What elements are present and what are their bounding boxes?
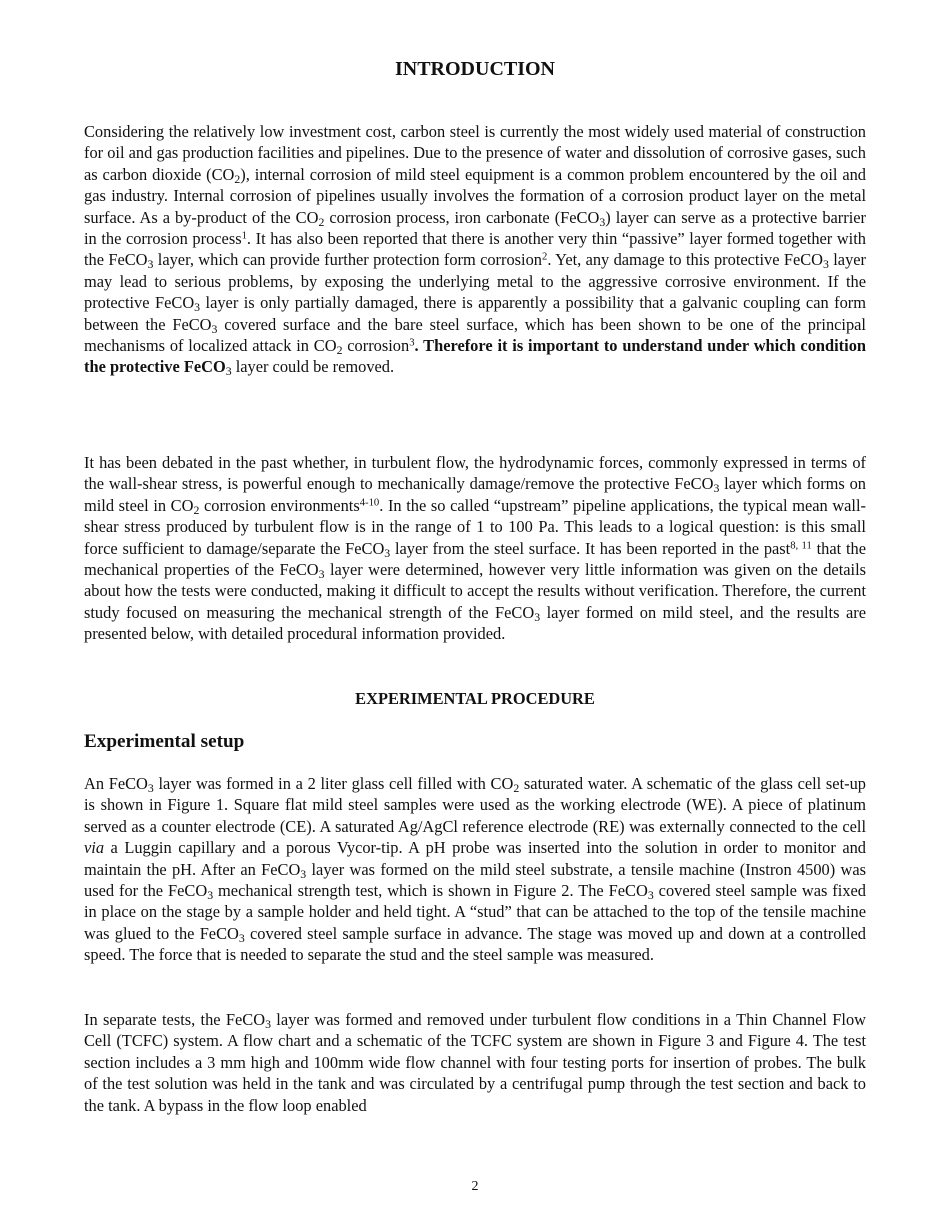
page-title: INTRODUCTION xyxy=(394,58,556,80)
intro-paragraph-1: Considering the relatively low investment cost, carbon steel is currently the most widely used material of construction for oil and gas production facilities and pipelines. Due to the presence of water and dissolution of corrosive gases, such as carbon dioxide $(CO_2)$, internal corrosion of mild steel equipment is a common problem encountered by the oil and gas industry. Internal corrosion of pipelines usually involves the formation of a corrosion product layer on the metal surface. As a by-product of the $CO_2$ corrosion process, iron carbonate (FeCO$_3$) layer can serve as a protective barrier in the corrosion process$^1$. It has also been reported that there is another very thin “passive” layer formed together with the FeCO$_3$ layer, which can provide further protection form corrosion$^2$. Yet, any damage to this protective FeCO$_3$ layer may lead to serious problems, by exposing the underlying metal to the aggressive corrosive environment. If the protective FeCO$_3$ layer is only partially damaged, there is apparently a possibility that a galvanic coupling can form between the FeCO$_3$ covered surface and the bare steel surface, which has been shown to be one of the principal mechanisms of localized attack in $CO_2$ corrosion$^3$. Therefore it is important to understand under which condition the protective FeCO$_3$ layer could be removed. xyxy=(84,122,867,379)
section-heading-experimental-procedure: EXPERIMENTAL PROCEDURE xyxy=(355,689,595,708)
intro-paragraph-2: It has been debated in the past whether, in turbulent flow, the hydrodynamic forces, commonly expressed in terms of the wall-shear stress, is powerful enough to mechanically damage/remove the protective FeCO$_3$ layer which forms on mild steel in $CO_2$ corrosion environments$^{4-10}$. In the so called “upstream” pipeline applications, the typical mean wall-shear stress produced by turbulent flow is in the range of 1 to 100 Pa. This leads to a logical question: is this small force sufficient to damage/separate the FeCO$_3$ layer from the steel surface. It has been reported in the past$^{8, 11}$ that the mechanical properties of the FeCO$_3$ layer were determined, however very little information was given on the details about how the tests were conducted, making it difficult to accept the results without verification. Therefore, the current study focused on measuring the mechanical strength of the FeCO$_3$ layer formed on mild steel, and the results are presented below, with detailed procedural information provided. xyxy=(84,453,867,644)
subsection-heading-experimental-setup: Experimental setup xyxy=(84,731,245,752)
page-number: 2 xyxy=(471,1179,479,1194)
setup-paragraph-2: In separate tests, the FeCO$_3$ layer was formed and removed under turbulent flow conditions in a Thin Channel Flow Cell (TCFC) system. A flow chart and a schematic of the TCFC system are shown in Figure 3 and Figure 4. The test section includes a 3 mm high and 100mm wide flow channel with four testing ports for insertion of probes. The bulk of the test solution was held in the tank and was circulated by a centrifugal pump through the test section and back to the tank. A bypass in the flow loop enabled xyxy=(84,1010,866,1115)
setup-paragraph-1: An FeCO$_3$ layer was formed in a 2 liter glass cell filled with $CO_2$ saturated water. A schematic of the glass cell set-up is shown in Figure 1. Square flat mild steel samples were used as the working electrode (WE). A piece of platinum served as a counter electrode (CE). A saturated Ag/AgCl reference electrode (RE) was externally connected to the cell via a Luggin capillary and a porous Vycor-tip. A pH probe was inserted into the solution in order to monitor and maintain the pH. After an FeCO$_3$ layer was formed on the mild steel substrate, a tensile machine (Instron 4500) was used for the FeCO$_3$ mechanical strength test, which is shown in Figure 2. The FeCO$_3$ covered steel sample was fixed in place on the stage by a sample holder and held tight. A “stud” that can be attached to the top of the tensile machine was glued to the FeCO$_3$ covered steel sample surface in advance. The stage was moved up and down at a controlled speed. The force that is needed to separate the stud and the steel sample was measured. xyxy=(84,774,866,965)
